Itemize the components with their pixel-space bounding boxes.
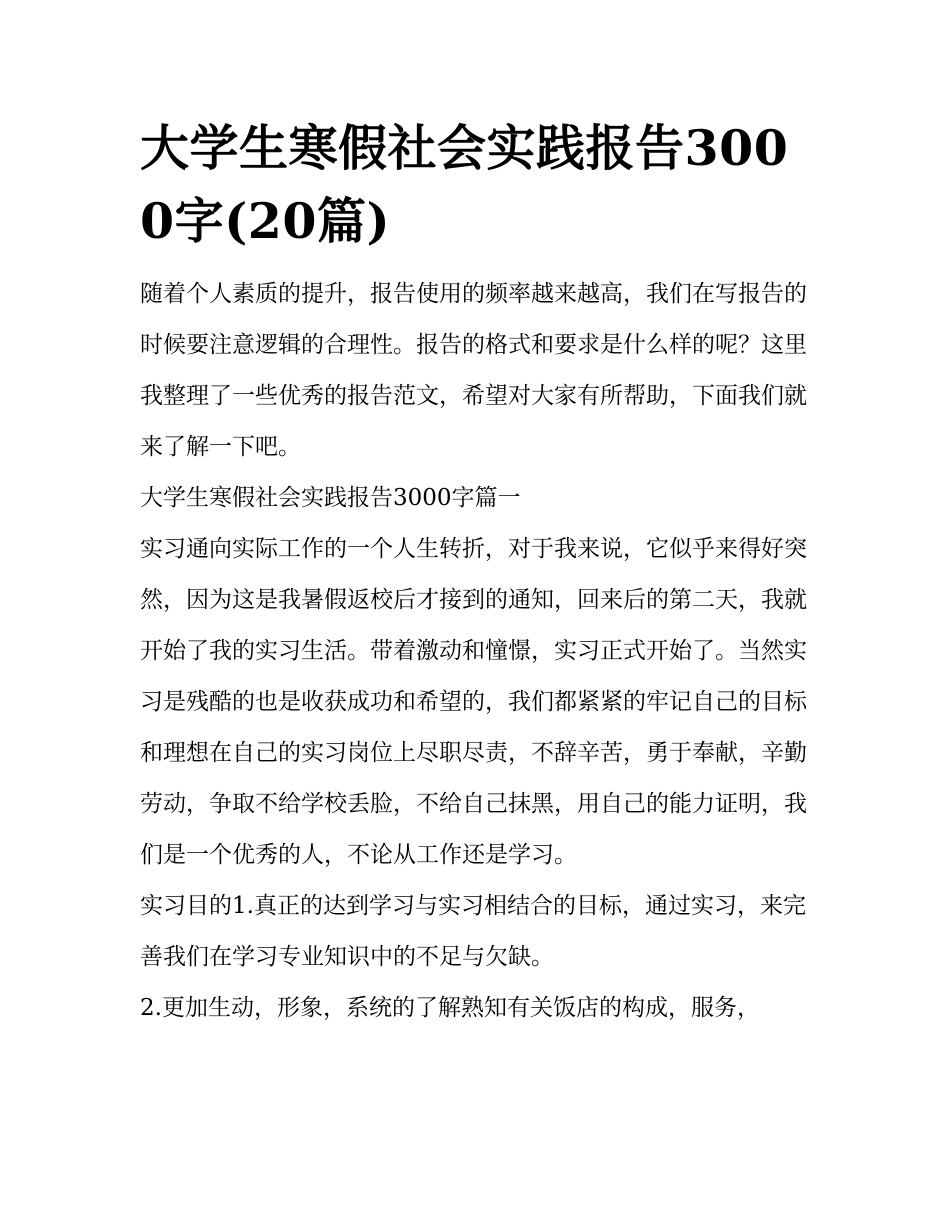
body-paragraph: 实习通向实际工作的一个人生转折，对于我来说，它似乎来得好突然，因为这是我暑假返校后才接到的通知，回来后的第二天，我就开始了我的实习生活。带着激动和憧憬，实习正式开始了。当然实习是残酷的也是收获成功和希望的，我们都紧紧的牢记自己的目标和理想在自己的实习岗位上尽职尽责，不辞辛苦，勇于奉献，辛勤劳动，争取不给学校丢脸，不给自己抹黑，用自己的能力证明，我们是一个优秀的人，不论从工作还是学习。 [140,536,807,868]
body-paragraph: 2.更加生动，形象，系统的了解熟知有关饭店的构成，服务， [140,995,760,1021]
document-title: 大学生寒假社会实践报告3000字(20篇) [140,119,789,250]
body-paragraph: 实习目的1.真正的达到学习与实习相结合的目标，通过实习，来完善我们在学习专业知识中的不足与欠缺。 [140,893,806,970]
intro-paragraph: 随着个人素质的提升，报告使用的频率越来越高，我们在写报告的时候要注意逻辑的合理性。报告的格式和要求是什么样的呢？这里我整理了一些优秀的报告范文，希望对大家有所帮助，下面我们就来了解一下吧。 [140,281,807,460]
section-heading: 大学生寒假社会实践报告3000字篇一 [140,485,521,511]
document-body [140,112,815,1034]
